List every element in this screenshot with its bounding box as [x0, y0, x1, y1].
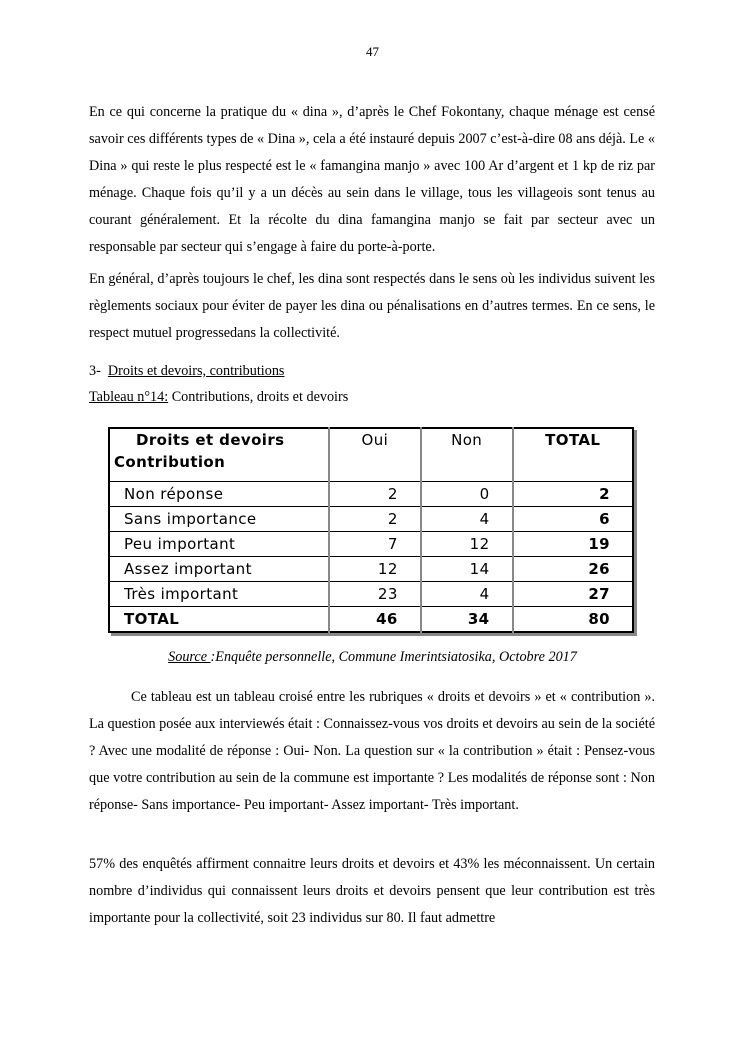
row-label: Très important [109, 582, 329, 607]
source-text: :Enquête personnelle, Commune Imerintsiatosika, Octobre 2017 [210, 649, 577, 665]
cell-oui: 23 [329, 582, 421, 607]
paragraph: 57% des enquêtés affirment connaitre leurs droits et devoirs et 43% les méconnaissent. Un certain nombre d’individus qui connaissent leurs droits et devoirs pensent que leur contribution est très importante pour la collectivité, soit 23 individus sur 80. Il faut admettre [89, 856, 655, 926]
source-label: Source [168, 649, 211, 665]
cell-total: 80 [513, 607, 633, 633]
section-title: Droits et devoirs, contributions [107, 363, 285, 379]
row-label: TOTAL [109, 607, 329, 633]
paragraph: En ce qui concerne la pratique du « dina », d’après le Chef Fokontany, chaque ménage est censé savoir ces différents types de « Dina », cela a été instauré depuis 2007 c’est-à-dire 08 ans déjà. Le « Dina » qui reste le plus respecté est le « famangina manjo » avec 100 Ar d’argent et 1 kp de riz par ménage. Chaque fois qu’il y a un décès au sein dans le village, tous les villageois sont tenus au courant généralement. Et la récolte du dina famangina manjo se fait par secteur avec un responsable par secteur qui s’engage à faire du porte-à-porte. [89, 104, 655, 255]
caption-text: Contributions, droits et devoirs [168, 389, 349, 405]
contributions-table [108, 427, 634, 633]
row-label: Peu important [109, 532, 329, 557]
cell-total: 27 [513, 582, 633, 607]
table-header-row [109, 428, 633, 482]
table-row [109, 532, 633, 557]
cell-oui: 7 [329, 532, 421, 557]
table-row [109, 557, 633, 582]
table-source [0, 649, 745, 666]
cell-oui: 46 [329, 607, 421, 633]
table-row [109, 482, 633, 507]
table-row [109, 507, 633, 532]
cell-non: 14 [421, 557, 513, 582]
cell-non: 4 [421, 507, 513, 532]
section-heading [89, 359, 655, 383]
table-row [109, 607, 633, 633]
row-label: Assez important [109, 557, 329, 582]
page-number: 47 [366, 44, 379, 59]
row-label: Sans importance [109, 507, 329, 532]
table-caption [89, 385, 655, 409]
cell-oui: 2 [329, 507, 421, 532]
column-header: TOTAL [513, 428, 633, 482]
cell-non: 4 [421, 582, 513, 607]
caption-label: Tableau n°14: [89, 389, 169, 405]
cell-total: 6 [513, 507, 633, 532]
header-cell [109, 428, 329, 482]
cell-oui: 2 [329, 482, 421, 507]
cell-total: 19 [513, 532, 633, 557]
section-number: 3- [89, 363, 101, 379]
paragraph: En général, d’après toujours le chef, les dina sont respectés dans le sens où les individus suivent les règlements sociaux pour éviter de payer les dina ou pénalisations en d’autres termes. En ce sens, le respect mutuel progressedans la collectivité. [89, 271, 655, 341]
cell-non: 34 [421, 607, 513, 633]
paragraph: Ce tableau est un tableau croisé entre les rubriques « droits et devoirs » et « contribution ». La question posée aux interviewés était : Connaissez-vous vos droits et devoirs au sein de la société ? Avec une modalité de réponse : Oui- Non. La question sur « la contribution » était : Pensez-vous que votre contribution au sein de la commune est importante ? Les modalités de réponse sont : Non réponse- Sans importance- Peu important- Assez important- Très important. [89, 689, 655, 813]
column-header: Oui [329, 428, 421, 482]
cell-oui: 12 [329, 557, 421, 582]
cell-non: 0 [421, 482, 513, 507]
row-label: Non réponse [109, 482, 329, 507]
cell-total: 2 [513, 482, 633, 507]
cell-non: 12 [421, 532, 513, 557]
header-top: Droits et devoirs [136, 431, 285, 449]
header-left: Contribution [114, 453, 226, 471]
cell-total: 26 [513, 557, 633, 582]
table-row [109, 582, 633, 607]
column-header: Non [421, 428, 513, 482]
